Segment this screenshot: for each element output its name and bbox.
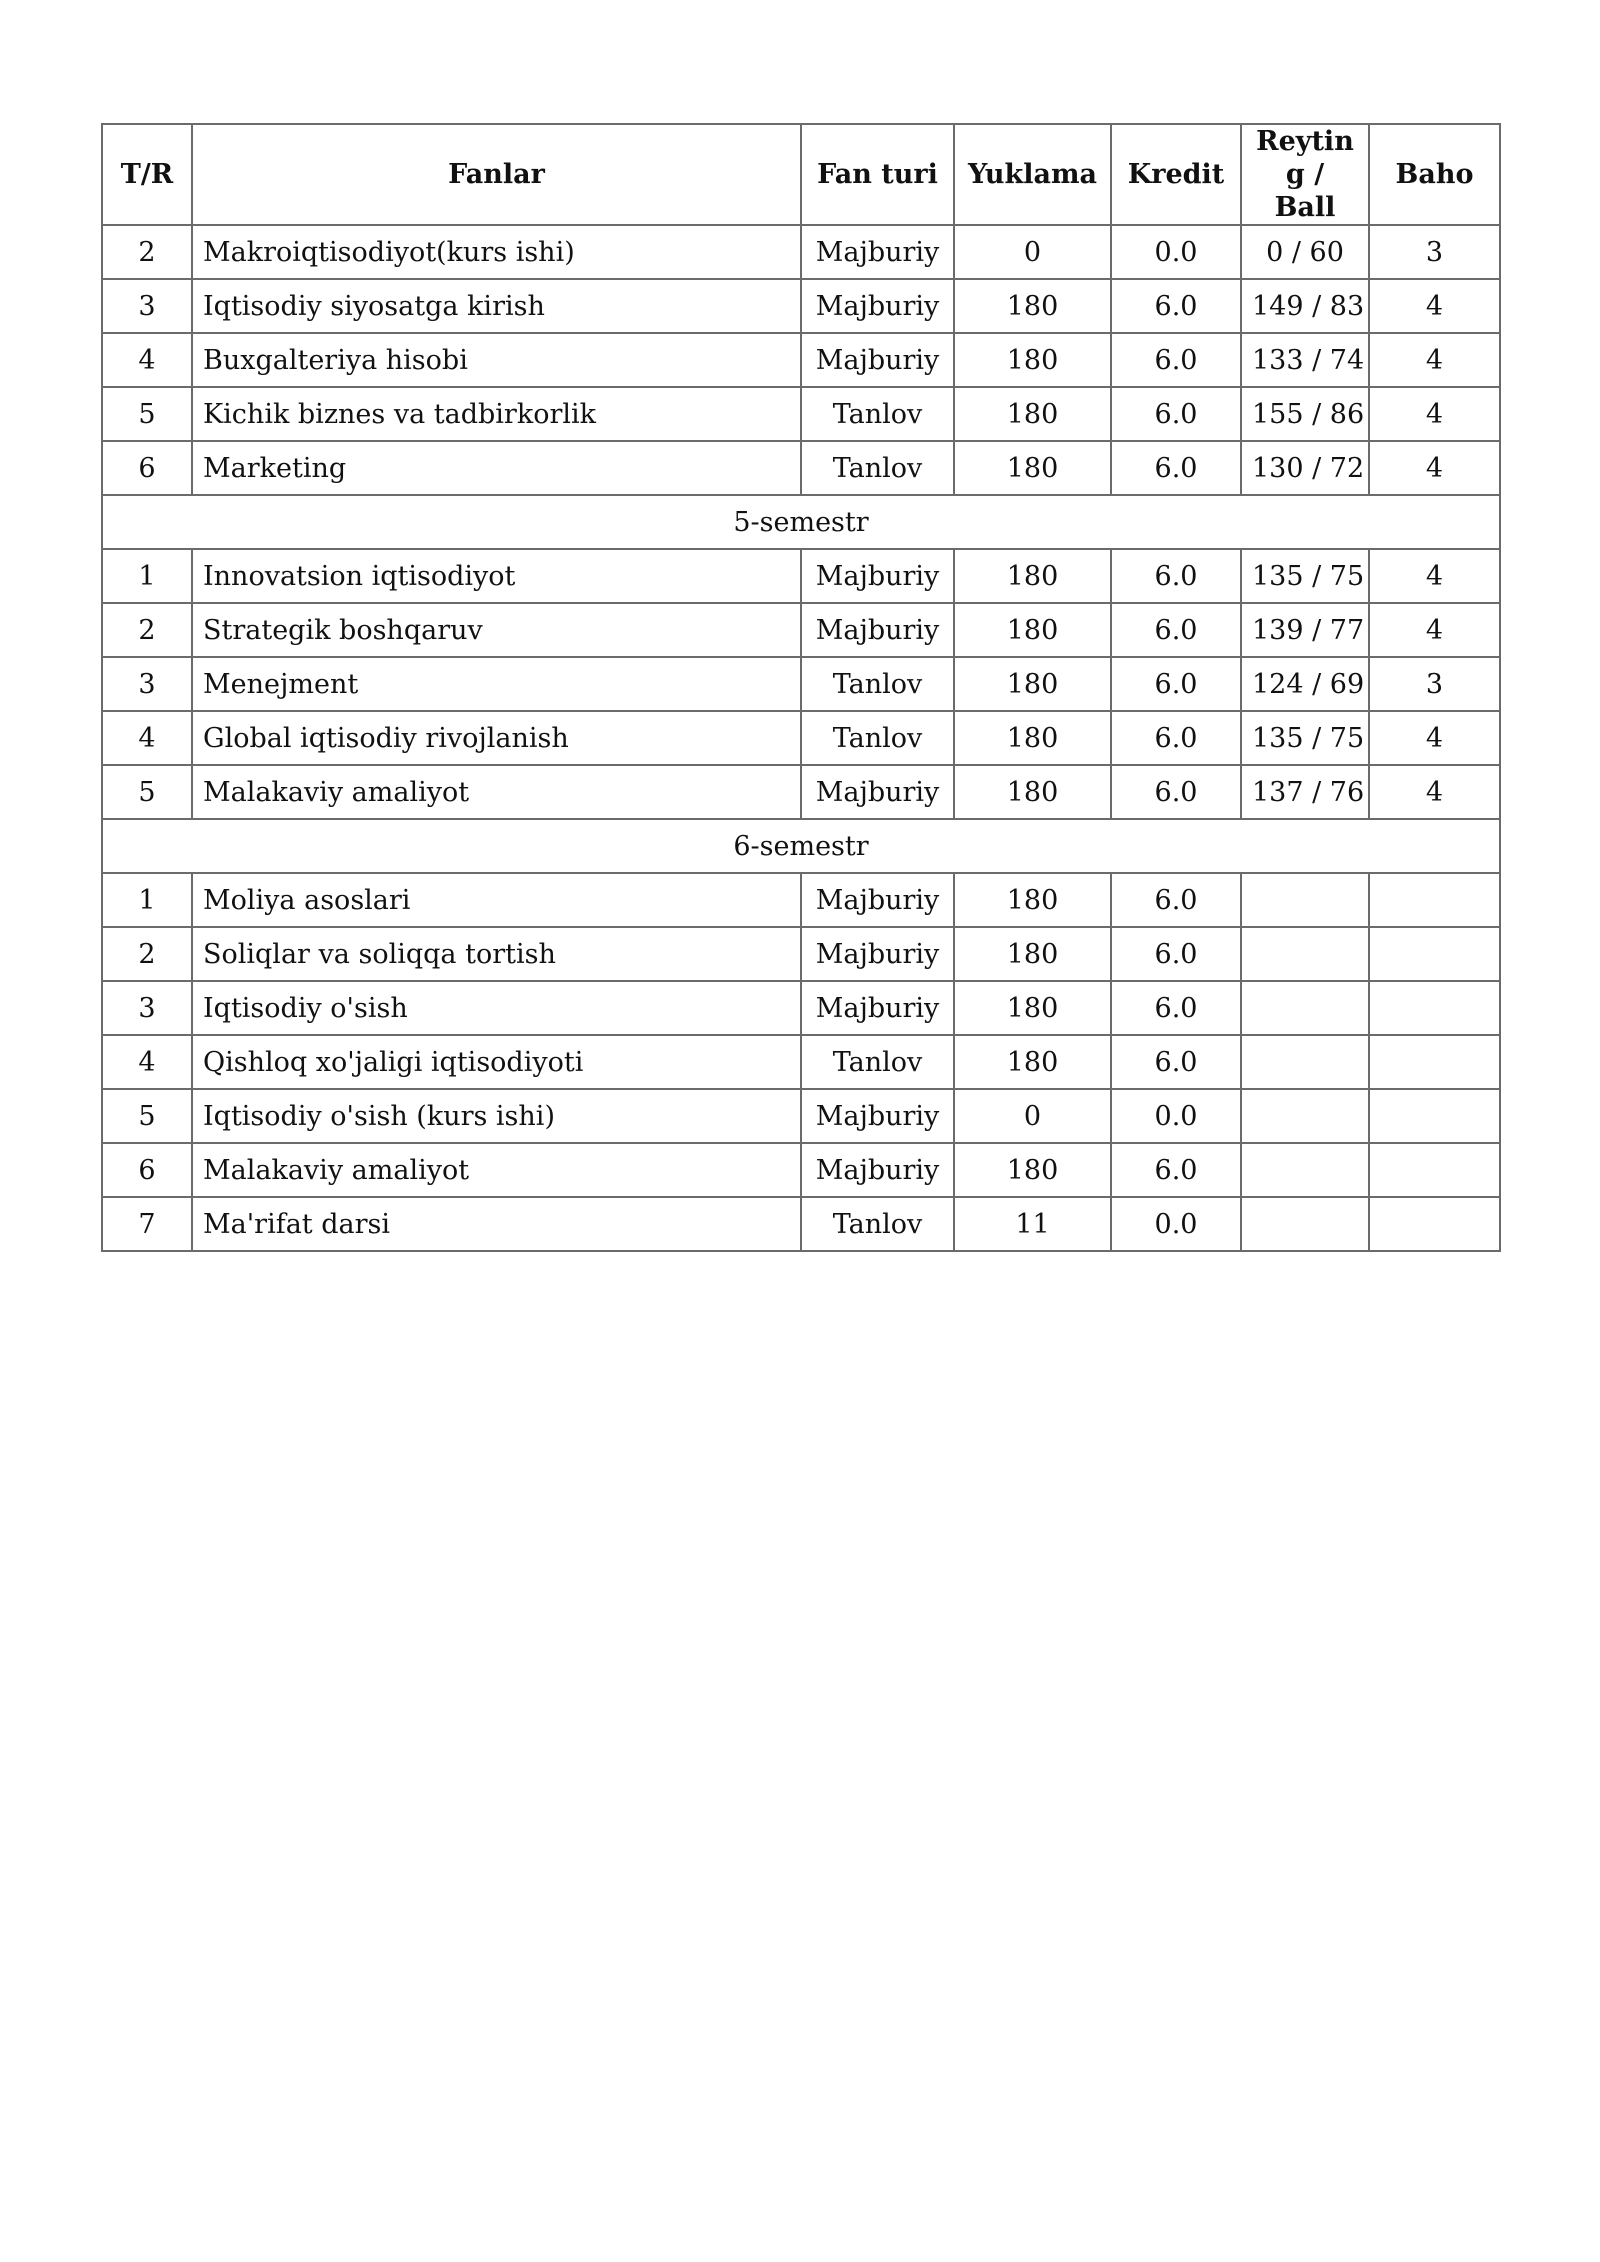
semester-row (102, 819, 1500, 873)
cell-subject: Kichik biznes va tadbirkorlik (192, 387, 801, 441)
cell-subject: Iqtisodiy o'sish (192, 981, 801, 1035)
cell-tr: 2 (102, 927, 192, 981)
table-row (102, 441, 1500, 495)
cell-tr: 1 (102, 873, 192, 927)
table-row (102, 981, 1500, 1035)
cell-subject: Malakaviy amaliyot (192, 1143, 801, 1197)
cell-rating (1241, 1035, 1369, 1089)
cell-grade: 4 (1369, 549, 1500, 603)
cell-load: 180 (954, 711, 1111, 765)
cell-type: Majburiy (801, 279, 954, 333)
header-row (102, 124, 1500, 225)
cell-tr: 3 (102, 981, 192, 1035)
cell-type: Majburiy (801, 765, 954, 819)
cell-rating: 133 / 74 (1241, 333, 1369, 387)
header-rating-line2: g / Ball (1274, 159, 1336, 223)
table-row (102, 765, 1500, 819)
cell-credit: 0.0 (1111, 225, 1241, 279)
cell-rating (1241, 981, 1369, 1035)
cell-grade (1369, 1035, 1500, 1089)
table-body (102, 225, 1500, 1251)
cell-subject: Iqtisodiy siyosatga kirish (192, 279, 801, 333)
cell-type: Majburiy (801, 333, 954, 387)
header-subject: Fanlar (192, 124, 801, 225)
cell-credit: 6.0 (1111, 1143, 1241, 1197)
cell-rating (1241, 1143, 1369, 1197)
cell-grade: 4 (1369, 441, 1500, 495)
cell-grade: 4 (1369, 711, 1500, 765)
cell-load: 180 (954, 333, 1111, 387)
cell-subject: Menejment (192, 657, 801, 711)
cell-grade: 4 (1369, 279, 1500, 333)
cell-grade: 3 (1369, 225, 1500, 279)
cell-rating (1241, 1197, 1369, 1251)
cell-load: 180 (954, 873, 1111, 927)
cell-load: 180 (954, 279, 1111, 333)
cell-tr: 7 (102, 1197, 192, 1251)
table-row (102, 225, 1500, 279)
cell-load: 180 (954, 927, 1111, 981)
cell-credit: 0.0 (1111, 1089, 1241, 1143)
header-type: Fan turi (801, 124, 954, 225)
table-row (102, 657, 1500, 711)
cell-load: 180 (954, 1143, 1111, 1197)
cell-credit: 6.0 (1111, 387, 1241, 441)
cell-grade (1369, 1089, 1500, 1143)
table-row (102, 387, 1500, 441)
cell-credit: 6.0 (1111, 873, 1241, 927)
table-header (102, 124, 1500, 225)
cell-credit: 6.0 (1111, 711, 1241, 765)
cell-rating: 135 / 75 (1241, 711, 1369, 765)
cell-type: Majburiy (801, 927, 954, 981)
table-row (102, 711, 1500, 765)
cell-credit: 0.0 (1111, 1197, 1241, 1251)
header-load: Yuklama (954, 124, 1111, 225)
table-row (102, 549, 1500, 603)
cell-type: Majburiy (801, 981, 954, 1035)
cell-load: 0 (954, 1089, 1111, 1143)
cell-subject: Soliqlar va soliqqa tortish (192, 927, 801, 981)
cell-type: Tanlov (801, 657, 954, 711)
semester-row (102, 495, 1500, 549)
cell-grade: 4 (1369, 603, 1500, 657)
cell-credit: 6.0 (1111, 333, 1241, 387)
cell-tr: 2 (102, 603, 192, 657)
cell-subject: Malakaviy amaliyot (192, 765, 801, 819)
header-credit: Kredit (1111, 124, 1241, 225)
cell-subject: Ma'rifat darsi (192, 1197, 801, 1251)
cell-grade: 4 (1369, 387, 1500, 441)
cell-credit: 6.0 (1111, 1035, 1241, 1089)
cell-grade (1369, 873, 1500, 927)
cell-rating: 130 / 72 (1241, 441, 1369, 495)
cell-rating: 0 / 60 (1241, 225, 1369, 279)
semester-label: 6-semestr (102, 819, 1500, 873)
table-row (102, 1143, 1500, 1197)
cell-type: Majburiy (801, 1089, 954, 1143)
cell-credit: 6.0 (1111, 549, 1241, 603)
cell-subject: Iqtisodiy o'sish (kurs ishi) (192, 1089, 801, 1143)
cell-tr: 5 (102, 387, 192, 441)
cell-subject: Qishloq xo'jaligi iqtisodiyoti (192, 1035, 801, 1089)
cell-grade (1369, 981, 1500, 1035)
cell-load: 180 (954, 387, 1111, 441)
header-tr: T/R (102, 124, 192, 225)
table-row (102, 1035, 1500, 1089)
cell-subject: Buxgalteriya hisobi (192, 333, 801, 387)
cell-grade: 4 (1369, 333, 1500, 387)
cell-credit: 6.0 (1111, 603, 1241, 657)
grades-table (101, 123, 1501, 1252)
cell-rating: 137 / 76 (1241, 765, 1369, 819)
cell-rating: 155 / 86 (1241, 387, 1369, 441)
table-row (102, 1197, 1500, 1251)
cell-type: Majburiy (801, 603, 954, 657)
cell-credit: 6.0 (1111, 441, 1241, 495)
cell-tr: 2 (102, 225, 192, 279)
cell-type: Majburiy (801, 1143, 954, 1197)
table-row (102, 873, 1500, 927)
cell-load: 11 (954, 1197, 1111, 1251)
cell-load: 180 (954, 603, 1111, 657)
cell-tr: 4 (102, 333, 192, 387)
cell-rating: 135 / 75 (1241, 549, 1369, 603)
cell-subject: Global iqtisodiy rivojlanish (192, 711, 801, 765)
cell-rating (1241, 1089, 1369, 1143)
cell-tr: 6 (102, 1143, 192, 1197)
cell-type: Tanlov (801, 1035, 954, 1089)
header-rating (1241, 124, 1369, 225)
table-row (102, 927, 1500, 981)
cell-tr: 5 (102, 765, 192, 819)
cell-grade (1369, 1143, 1500, 1197)
cell-credit: 6.0 (1111, 279, 1241, 333)
cell-type: Tanlov (801, 441, 954, 495)
cell-tr: 3 (102, 657, 192, 711)
cell-type: Tanlov (801, 387, 954, 441)
cell-load: 180 (954, 1035, 1111, 1089)
cell-load: 180 (954, 441, 1111, 495)
cell-subject: Marketing (192, 441, 801, 495)
cell-grade (1369, 1197, 1500, 1251)
table-row (102, 333, 1500, 387)
table-row (102, 279, 1500, 333)
cell-subject: Makroiqtisodiyot(kurs ishi) (192, 225, 801, 279)
cell-type: Majburiy (801, 225, 954, 279)
cell-rating (1241, 873, 1369, 927)
cell-tr: 5 (102, 1089, 192, 1143)
cell-load: 180 (954, 657, 1111, 711)
cell-load: 180 (954, 549, 1111, 603)
table-row (102, 1089, 1500, 1143)
cell-grade: 3 (1369, 657, 1500, 711)
header-grade: Baho (1369, 124, 1500, 225)
table-row (102, 603, 1500, 657)
cell-credit: 6.0 (1111, 981, 1241, 1035)
cell-tr: 6 (102, 441, 192, 495)
cell-subject: Strategik boshqaruv (192, 603, 801, 657)
cell-subject: Innovatsion iqtisodiyot (192, 549, 801, 603)
cell-rating: 139 / 77 (1241, 603, 1369, 657)
cell-tr: 3 (102, 279, 192, 333)
cell-credit: 6.0 (1111, 657, 1241, 711)
cell-rating (1241, 927, 1369, 981)
cell-tr: 4 (102, 711, 192, 765)
cell-load: 180 (954, 765, 1111, 819)
cell-type: Tanlov (801, 1197, 954, 1251)
cell-type: Tanlov (801, 711, 954, 765)
cell-credit: 6.0 (1111, 765, 1241, 819)
cell-type: Majburiy (801, 873, 954, 927)
cell-credit: 6.0 (1111, 927, 1241, 981)
cell-type: Majburiy (801, 549, 954, 603)
cell-tr: 1 (102, 549, 192, 603)
cell-load: 0 (954, 225, 1111, 279)
cell-rating: 149 / 83 (1241, 279, 1369, 333)
cell-tr: 4 (102, 1035, 192, 1089)
semester-label: 5-semestr (102, 495, 1500, 549)
header-rating-line1: Reytin (1256, 126, 1354, 157)
cell-grade: 4 (1369, 765, 1500, 819)
cell-rating: 124 / 69 (1241, 657, 1369, 711)
cell-subject: Moliya asoslari (192, 873, 801, 927)
cell-grade (1369, 927, 1500, 981)
cell-load: 180 (954, 981, 1111, 1035)
